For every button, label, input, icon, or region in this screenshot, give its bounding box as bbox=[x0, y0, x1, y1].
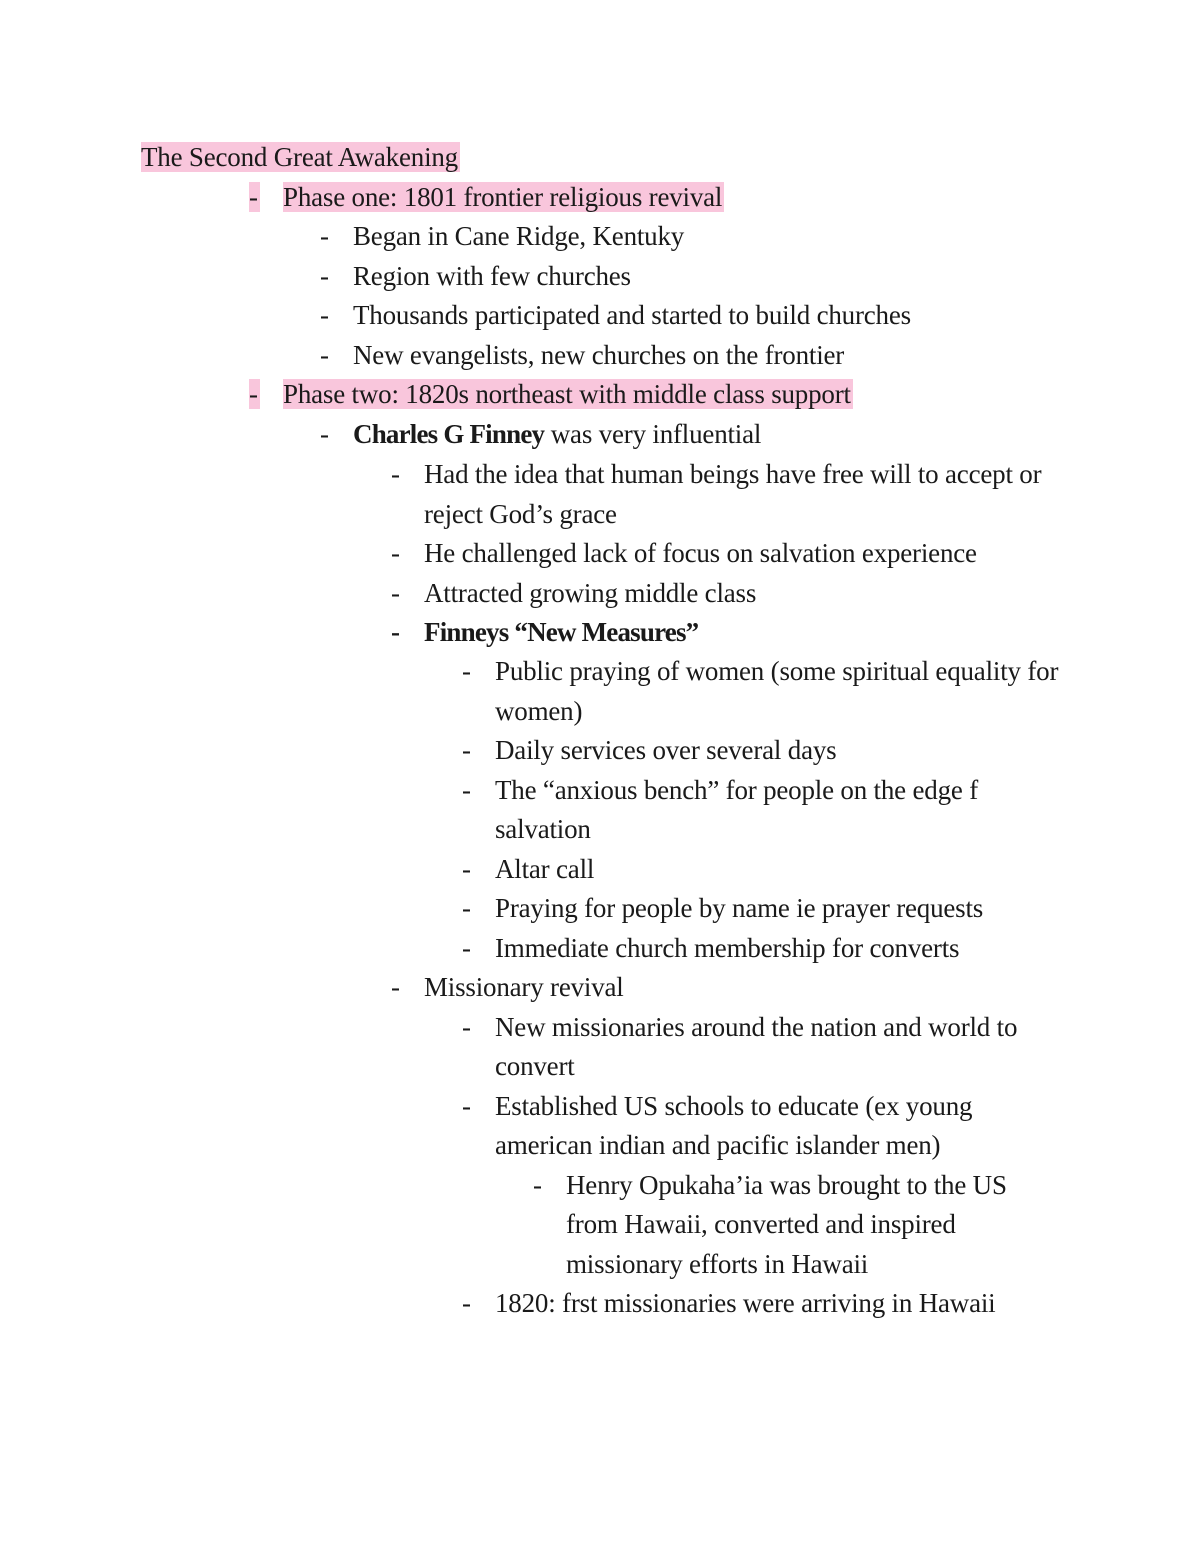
list-item: Began in Cane Ridge, Kentuky bbox=[353, 221, 685, 251]
document-title: The Second Great Awakening bbox=[141, 142, 458, 172]
bullet-dash: - bbox=[320, 340, 329, 370]
phase-one-heading: Phase one: 1801 frontier religious revival bbox=[283, 182, 723, 212]
list-item-continuation: women) bbox=[495, 696, 583, 726]
bullet-dash: - bbox=[320, 419, 329, 449]
bullet-dash: - bbox=[391, 617, 400, 647]
list-item: Attracted growing middle class bbox=[424, 578, 757, 608]
list-item-continuation: missionary efforts in Hawaii bbox=[566, 1249, 869, 1279]
bullet-dash: - bbox=[320, 300, 329, 330]
list-item-continuation: convert bbox=[495, 1051, 575, 1081]
list-item: The “anxious bench” for people on the edge f bbox=[495, 775, 979, 805]
bullet-dash: - bbox=[320, 261, 329, 291]
list-item: New missionaries around the nation and world to bbox=[495, 1012, 1018, 1042]
list-item: Thousands participated and started to build churches bbox=[353, 300, 911, 330]
list-item-continuation: from Hawaii, converted and inspired bbox=[566, 1209, 956, 1239]
bullet-dash: - bbox=[249, 182, 258, 212]
missionary-heading: Missionary revival bbox=[424, 972, 624, 1002]
bullet-dash: - bbox=[391, 459, 400, 489]
list-item: Established US schools to educate (ex young bbox=[495, 1091, 973, 1121]
list-item: He challenged lack of focus on salvation experience bbox=[424, 538, 977, 568]
bullet-dash: - bbox=[391, 578, 400, 608]
bullet-dash: - bbox=[391, 972, 400, 1002]
list-item-continuation: american indian and pacific islander men) bbox=[495, 1130, 941, 1160]
list-item: 1820: frst missionaries were arriving in Hawaii bbox=[495, 1288, 996, 1318]
list-item: Public praying of women (some spiritual equality for bbox=[495, 656, 1059, 686]
bullet-dash: - bbox=[462, 1091, 471, 1121]
list-item: Had the idea that human beings have free will to accept or bbox=[424, 459, 1042, 489]
list-item: New evangelists, new churches on the frontier bbox=[353, 340, 845, 370]
bullet-dash: - bbox=[462, 933, 471, 963]
bullet-dash: - bbox=[391, 538, 400, 568]
list-item-continuation: salvation bbox=[495, 814, 591, 844]
list-item: Praying for people by name ie prayer requests bbox=[495, 893, 984, 923]
list-item: Immediate church membership for converts bbox=[495, 933, 960, 963]
list-item: Region with few churches bbox=[353, 261, 631, 291]
bullet-dash: - bbox=[462, 656, 471, 686]
finney-item: Charles G Finney was very influential bbox=[353, 419, 762, 449]
bullet-dash: - bbox=[462, 893, 471, 923]
bullet-dash: - bbox=[462, 735, 471, 765]
list-item: Henry Opukaha’ia was brought to the US bbox=[566, 1170, 1007, 1200]
bullet-dash: - bbox=[462, 775, 471, 805]
bullet-dash: - bbox=[249, 379, 258, 409]
bullet-dash: - bbox=[462, 1288, 471, 1318]
phase-two-heading: Phase two: 1820s northeast with middle class support bbox=[283, 379, 851, 409]
bullet-dash: - bbox=[320, 221, 329, 251]
bullet-dash: - bbox=[462, 1012, 471, 1042]
list-item: Daily services over several days bbox=[495, 735, 837, 765]
new-measures-heading: Finneys “New Measures” bbox=[424, 617, 699, 647]
list-item-continuation: reject God’s grace bbox=[424, 499, 617, 529]
bullet-dash: - bbox=[533, 1170, 542, 1200]
bullet-dash: - bbox=[462, 854, 471, 884]
list-item: Altar call bbox=[495, 854, 595, 884]
finney-name: Charles G Finney bbox=[353, 419, 545, 449]
